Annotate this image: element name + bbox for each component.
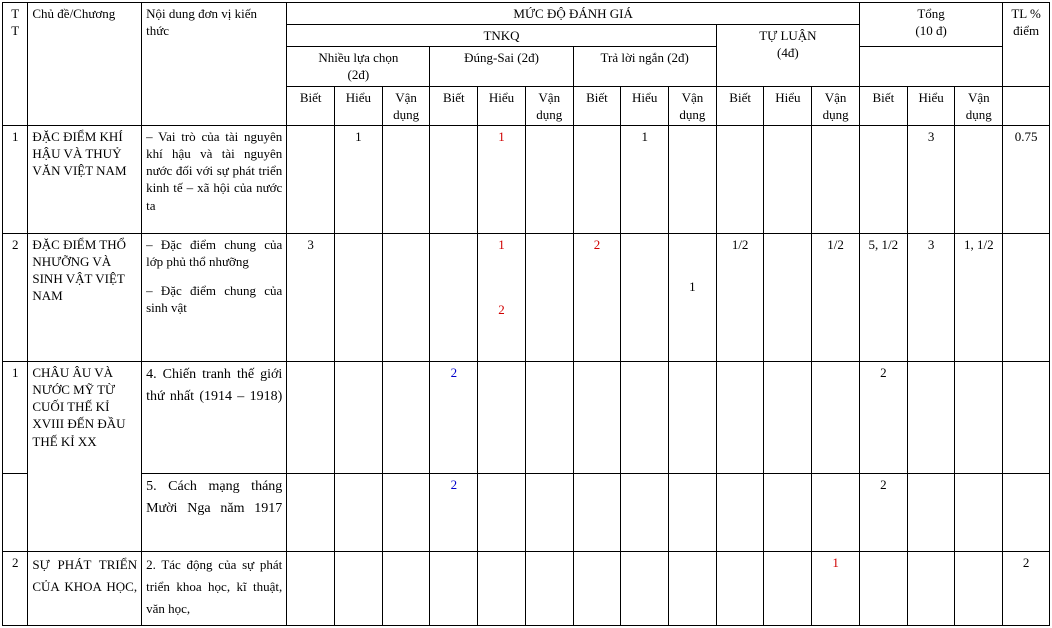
header-level-tln-vandung: Vận dụng xyxy=(669,86,717,125)
cell-ds-biet: 2 xyxy=(430,473,478,551)
cell-tln-hieu xyxy=(621,473,669,551)
row-tt xyxy=(3,473,28,551)
cell-ds-vandung xyxy=(525,233,573,361)
cell-tl-vandung xyxy=(812,125,860,233)
header-tl-percent-sub xyxy=(1003,86,1050,125)
header-level-mlc-vandung: Vận dụng xyxy=(382,86,430,125)
table-row xyxy=(3,125,1050,233)
row-noi-dung: 2. Tác động của sự phát triển khoa học, kĩ thuật, văn học, xyxy=(142,551,287,625)
header-level-tl-vandung: Vận dụng xyxy=(812,86,860,125)
cell-tln-vandung xyxy=(669,125,717,233)
cell-tong-biet xyxy=(860,551,908,625)
cell-tong-biet: 2 xyxy=(860,473,908,551)
cell-tln-biet xyxy=(573,125,621,233)
cell-mlc-vandung xyxy=(382,473,430,551)
cell-tln-vandung xyxy=(669,233,717,361)
cell-tln-vandung xyxy=(669,361,717,473)
header-level-tl-hieu: Hiểu xyxy=(764,86,812,125)
row-tt: 1 xyxy=(3,361,28,473)
table-row xyxy=(3,361,1050,473)
cell-tln-vandung-value: 1 xyxy=(689,278,696,294)
header-level-tln-hieu: Hiểu xyxy=(621,86,669,125)
header-noi-dung: Nội dung đơn vị kiến thức xyxy=(142,3,287,126)
row-tt: 1 xyxy=(3,125,28,233)
cell-tln-vandung xyxy=(669,473,717,551)
cell-tln-vandung xyxy=(669,551,717,625)
cell-mlc-vandung xyxy=(382,125,430,233)
row-chu-de: SỰ PHÁT TRIỂN CỦA KHOA HỌC, xyxy=(28,551,142,625)
cell-tln-hieu xyxy=(621,361,669,473)
cell-tong-vandung xyxy=(955,361,1003,473)
cell-mlc-biet xyxy=(287,473,335,551)
cell-mlc-hieu xyxy=(335,551,383,625)
cell-ds-biet xyxy=(430,551,478,625)
cell-tln-biet xyxy=(573,473,621,551)
cell-tong-vandung: 1, 1/2 xyxy=(955,233,1003,361)
cell-tong-hieu: 3 xyxy=(907,125,955,233)
header-chu-de: Chủ đề/Chương xyxy=(28,3,142,126)
cell-tl-percent xyxy=(1003,473,1050,551)
cell-ds-vandung xyxy=(525,125,573,233)
header-muc-do-danh-gia: MỨC ĐỘ ĐÁNH GIÁ xyxy=(287,3,860,25)
cell-tl-percent: 0.75 xyxy=(1003,125,1050,233)
cell-tong-vandung xyxy=(955,551,1003,625)
cell-mlc-biet xyxy=(287,361,335,473)
header-level-tong-biet: Biết xyxy=(860,86,908,125)
group-label-2: Trả lời ngắn (2đ) xyxy=(600,50,689,66)
assessment-matrix-table xyxy=(2,2,1050,626)
header-level-tong-vandung: Vận dụng xyxy=(955,86,1003,125)
row-chu-de: ĐẶC ĐIỂM KHÍ HẬU VÀ THUỶ VĂN VIỆT NAM xyxy=(28,125,142,233)
cell-tl-percent xyxy=(1003,233,1050,361)
cell-tln-hieu xyxy=(621,551,669,625)
cell-tl-hieu xyxy=(764,125,812,233)
cell-tl-hieu xyxy=(764,473,812,551)
cell-tl-biet xyxy=(716,361,764,473)
row-noi-dung: – Vai trò của tài nguyên khí hậu và tài nguyên nước đối với sự phát triển kinh tế – xã hội của nước ta xyxy=(142,125,287,233)
cell-ds-biet xyxy=(430,233,478,361)
cell-mlc-hieu xyxy=(335,361,383,473)
cell-tl-vandung: 1/2 xyxy=(812,233,860,361)
cell-tl-hieu xyxy=(764,361,812,473)
cell-tl-hieu xyxy=(764,551,812,625)
header-tong-label: Tổng xyxy=(917,6,945,21)
header-tnkq: TNKQ xyxy=(287,25,716,47)
row-noi-dung: 5. Cách mạng tháng Mười Nga năm 1917 xyxy=(142,473,287,551)
header-tt: T T xyxy=(3,3,28,126)
cell-mlc-biet xyxy=(287,551,335,625)
row-noi-dung-line1: – Đặc điểm chung của lớp phủ thổ nhưỡng xyxy=(146,236,283,270)
cell-tong-vandung xyxy=(955,125,1003,233)
cell-mlc-biet xyxy=(287,125,335,233)
group-label-1: Đúng-Sai (2đ) xyxy=(464,50,539,66)
row-tt: 2 xyxy=(3,233,28,361)
cell-tong-hieu: 3 xyxy=(907,233,955,361)
cell-ds-hieu-v2: 2 xyxy=(498,302,505,318)
cell-ds-hieu xyxy=(478,233,526,361)
cell-mlc-hieu xyxy=(335,233,383,361)
cell-tong-hieu xyxy=(907,361,955,473)
group-points-0: (2đ) xyxy=(347,67,370,83)
cell-tong-hieu xyxy=(907,473,955,551)
table-row xyxy=(3,233,1050,361)
header-tl-label: TL % điểm xyxy=(1011,6,1041,39)
row-chu-de: CHÂU ÂU VÀ NƯỚC MỸ TỪ CUỐI THẾ KỈ XVIII ĐẾN ĐẦU THẾ KỈ XX xyxy=(28,361,142,551)
cell-mlc-vandung xyxy=(382,361,430,473)
cell-tl-vandung: 1 xyxy=(812,551,860,625)
row-tt: 2 xyxy=(3,551,28,625)
cell-mlc-biet: 3 xyxy=(287,233,335,361)
header-level-tl-biet: Biết xyxy=(716,86,764,125)
cell-tong-hieu xyxy=(907,551,955,625)
cell-ds-vandung xyxy=(525,551,573,625)
row-noi-dung: 4. Chiến tranh thế giới thứ nhất (1914 – 1918) xyxy=(142,361,287,473)
cell-tln-biet: 2 xyxy=(573,233,621,361)
header-tl-percent xyxy=(1003,3,1050,87)
header-level-tln-biet: Biết xyxy=(573,86,621,125)
header-level-ds-biet: Biết xyxy=(430,86,478,125)
header-level-mlc-biet: Biết xyxy=(287,86,335,125)
header-tong xyxy=(860,3,1003,47)
cell-tln-biet xyxy=(573,551,621,625)
header-tu-luan xyxy=(716,25,859,86)
table-row xyxy=(3,551,1050,625)
header-level-ds-hieu: Hiểu xyxy=(478,86,526,125)
cell-tl-biet xyxy=(716,125,764,233)
header-level-mlc-hieu: Hiểu xyxy=(335,86,383,125)
cell-mlc-vandung xyxy=(382,233,430,361)
cell-ds-vandung xyxy=(525,473,573,551)
cell-tl-percent xyxy=(1003,361,1050,473)
table-row xyxy=(3,473,1050,551)
cell-ds-hieu: 1 xyxy=(478,125,526,233)
header-group-dung-sai xyxy=(430,47,573,86)
cell-mlc-hieu xyxy=(335,473,383,551)
cell-tong-vandung xyxy=(955,473,1003,551)
cell-ds-hieu xyxy=(478,551,526,625)
cell-tln-hieu xyxy=(621,233,669,361)
cell-tong-biet: 5, 1/2 xyxy=(860,233,908,361)
row-noi-dung-line2: – Đặc điểm chung của sinh vật xyxy=(146,283,283,316)
cell-tong-biet xyxy=(860,125,908,233)
cell-ds-biet xyxy=(430,125,478,233)
header-group-nhieu-lua-chon xyxy=(287,47,430,86)
cell-mlc-hieu: 1 xyxy=(335,125,383,233)
row-chu-de: ĐẶC ĐIỂM THỔ NHƯỠNG VÀ SINH VẬT VIỆT NAM xyxy=(28,233,142,361)
cell-ds-biet: 2 xyxy=(430,361,478,473)
cell-tl-biet xyxy=(716,551,764,625)
header-group-tra-loi-ngan xyxy=(573,47,716,86)
cell-tl-percent: 2 xyxy=(1003,551,1050,625)
cell-tl-hieu xyxy=(764,233,812,361)
header-tong-diem: (10 đ) xyxy=(915,23,947,39)
cell-ds-vandung xyxy=(525,361,573,473)
cell-ds-hieu xyxy=(478,361,526,473)
cell-tl-biet xyxy=(716,473,764,551)
cell-tong-biet: 2 xyxy=(860,361,908,473)
header-level-tong-hieu: Hiểu xyxy=(907,86,955,125)
cell-tl-vandung xyxy=(812,473,860,551)
cell-mlc-vandung xyxy=(382,551,430,625)
cell-tln-biet xyxy=(573,361,621,473)
cell-ds-hieu-v1: 1 xyxy=(498,236,505,252)
header-tu-luan-diem: (4đ) xyxy=(777,45,799,61)
row-noi-dung xyxy=(142,233,287,361)
cell-tln-hieu: 1 xyxy=(621,125,669,233)
cell-tl-vandung xyxy=(812,361,860,473)
header-tu-luan-label: TỰ LUẬN xyxy=(759,28,817,44)
cell-tl-biet: 1/2 xyxy=(716,233,764,361)
header-level-ds-vandung: Vận dụng xyxy=(525,86,573,125)
cell-ds-hieu xyxy=(478,473,526,551)
group-label-0: Nhiều lựa chọn xyxy=(318,50,399,66)
